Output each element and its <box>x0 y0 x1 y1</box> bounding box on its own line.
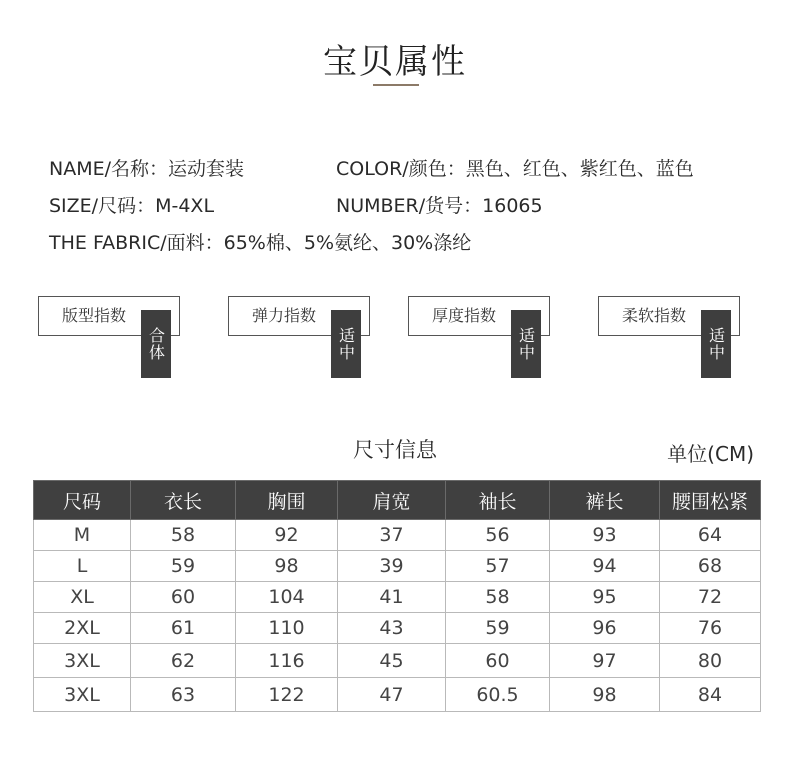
attr-number: NUMBER/货号：16065 <box>336 195 543 217</box>
cell-size: 3XL <box>34 644 131 678</box>
gauge-value-tag: 适中 <box>701 310 731 378</box>
attr-color: COLOR/颜色：黑色、红色、紫红色、蓝色 <box>336 158 694 180</box>
cell-shoulder: 39 <box>338 551 446 582</box>
cell-sleeve: 56 <box>446 520 550 551</box>
cell-waist: 64 <box>660 520 761 551</box>
attr-name: NAME/名称：运动套装 <box>49 158 245 180</box>
table-row <box>34 644 761 678</box>
gauge-value-tag: 适中 <box>511 310 541 378</box>
cell-pants-length: 93 <box>550 520 660 551</box>
cell-shoulder: 43 <box>338 613 446 644</box>
cell-size: M <box>34 520 131 551</box>
cell-chest: 110 <box>236 613 338 644</box>
page-title: 宝贝属性 <box>323 42 467 82</box>
cell-chest: 122 <box>236 678 338 712</box>
table-row <box>34 613 761 644</box>
size-table <box>33 480 761 712</box>
header-length: 衣长 <box>131 481 236 520</box>
gauge-value-tag: 适中 <box>331 310 361 378</box>
cell-waist: 72 <box>660 582 761 613</box>
cell-shoulder: 45 <box>338 644 446 678</box>
gauge-label: 厚度指数 <box>431 306 496 325</box>
cell-length: 59 <box>131 551 236 582</box>
gauge-label: 弹力指数 <box>251 306 316 325</box>
cell-pants-length: 95 <box>550 582 660 613</box>
cell-size: L <box>34 551 131 582</box>
cell-waist: 68 <box>660 551 761 582</box>
attr-fabric: THE FABRIC/面料：65%棉、5%氨纶、30%涤纶 <box>49 232 472 254</box>
cell-sleeve: 60 <box>446 644 550 678</box>
table-row <box>34 678 761 712</box>
cell-pants-length: 98 <box>550 678 660 712</box>
attr-size: SIZE/尺码：M-4XL <box>49 195 215 217</box>
cell-sleeve: 60.5 <box>446 678 550 712</box>
header-waist: 腰围松紧 <box>660 481 761 520</box>
cell-waist: 80 <box>660 644 761 678</box>
header-sleeve: 袖长 <box>446 481 550 520</box>
cell-length: 61 <box>131 613 236 644</box>
cell-pants-length: 97 <box>550 644 660 678</box>
cell-length: 62 <box>131 644 236 678</box>
header-size: 尺码 <box>34 481 131 520</box>
cell-pants-length: 94 <box>550 551 660 582</box>
cell-length: 63 <box>131 678 236 712</box>
unit-label: 单位(CM) <box>667 442 754 466</box>
table-row <box>34 520 761 551</box>
gauge-label: 柔软指数 <box>621 306 686 325</box>
cell-chest: 98 <box>236 551 338 582</box>
table-row <box>34 551 761 582</box>
cell-shoulder: 37 <box>338 520 446 551</box>
cell-length: 60 <box>131 582 236 613</box>
size-info-title: 尺寸信息 <box>353 438 437 462</box>
cell-shoulder: 41 <box>338 582 446 613</box>
cell-sleeve: 59 <box>446 613 550 644</box>
gauge-label: 版型指数 <box>61 306 126 325</box>
cell-sleeve: 58 <box>446 582 550 613</box>
cell-pants-length: 96 <box>550 613 660 644</box>
cell-chest: 104 <box>236 582 338 613</box>
cell-chest: 92 <box>236 520 338 551</box>
cell-waist: 76 <box>660 613 761 644</box>
table-header-row <box>34 481 761 520</box>
cell-shoulder: 47 <box>338 678 446 712</box>
cell-size: 3XL <box>34 678 131 712</box>
cell-length: 58 <box>131 520 236 551</box>
title-divider <box>373 84 419 86</box>
table-row <box>34 582 761 613</box>
header-shoulder: 肩宽 <box>338 481 446 520</box>
cell-size: 2XL <box>34 613 131 644</box>
cell-sleeve: 57 <box>446 551 550 582</box>
header-pants-length: 裤长 <box>550 481 660 520</box>
gauge-value-tag: 合体 <box>141 310 171 378</box>
header-chest: 胸围 <box>236 481 338 520</box>
cell-size: XL <box>34 582 131 613</box>
cell-chest: 116 <box>236 644 338 678</box>
cell-waist: 84 <box>660 678 761 712</box>
